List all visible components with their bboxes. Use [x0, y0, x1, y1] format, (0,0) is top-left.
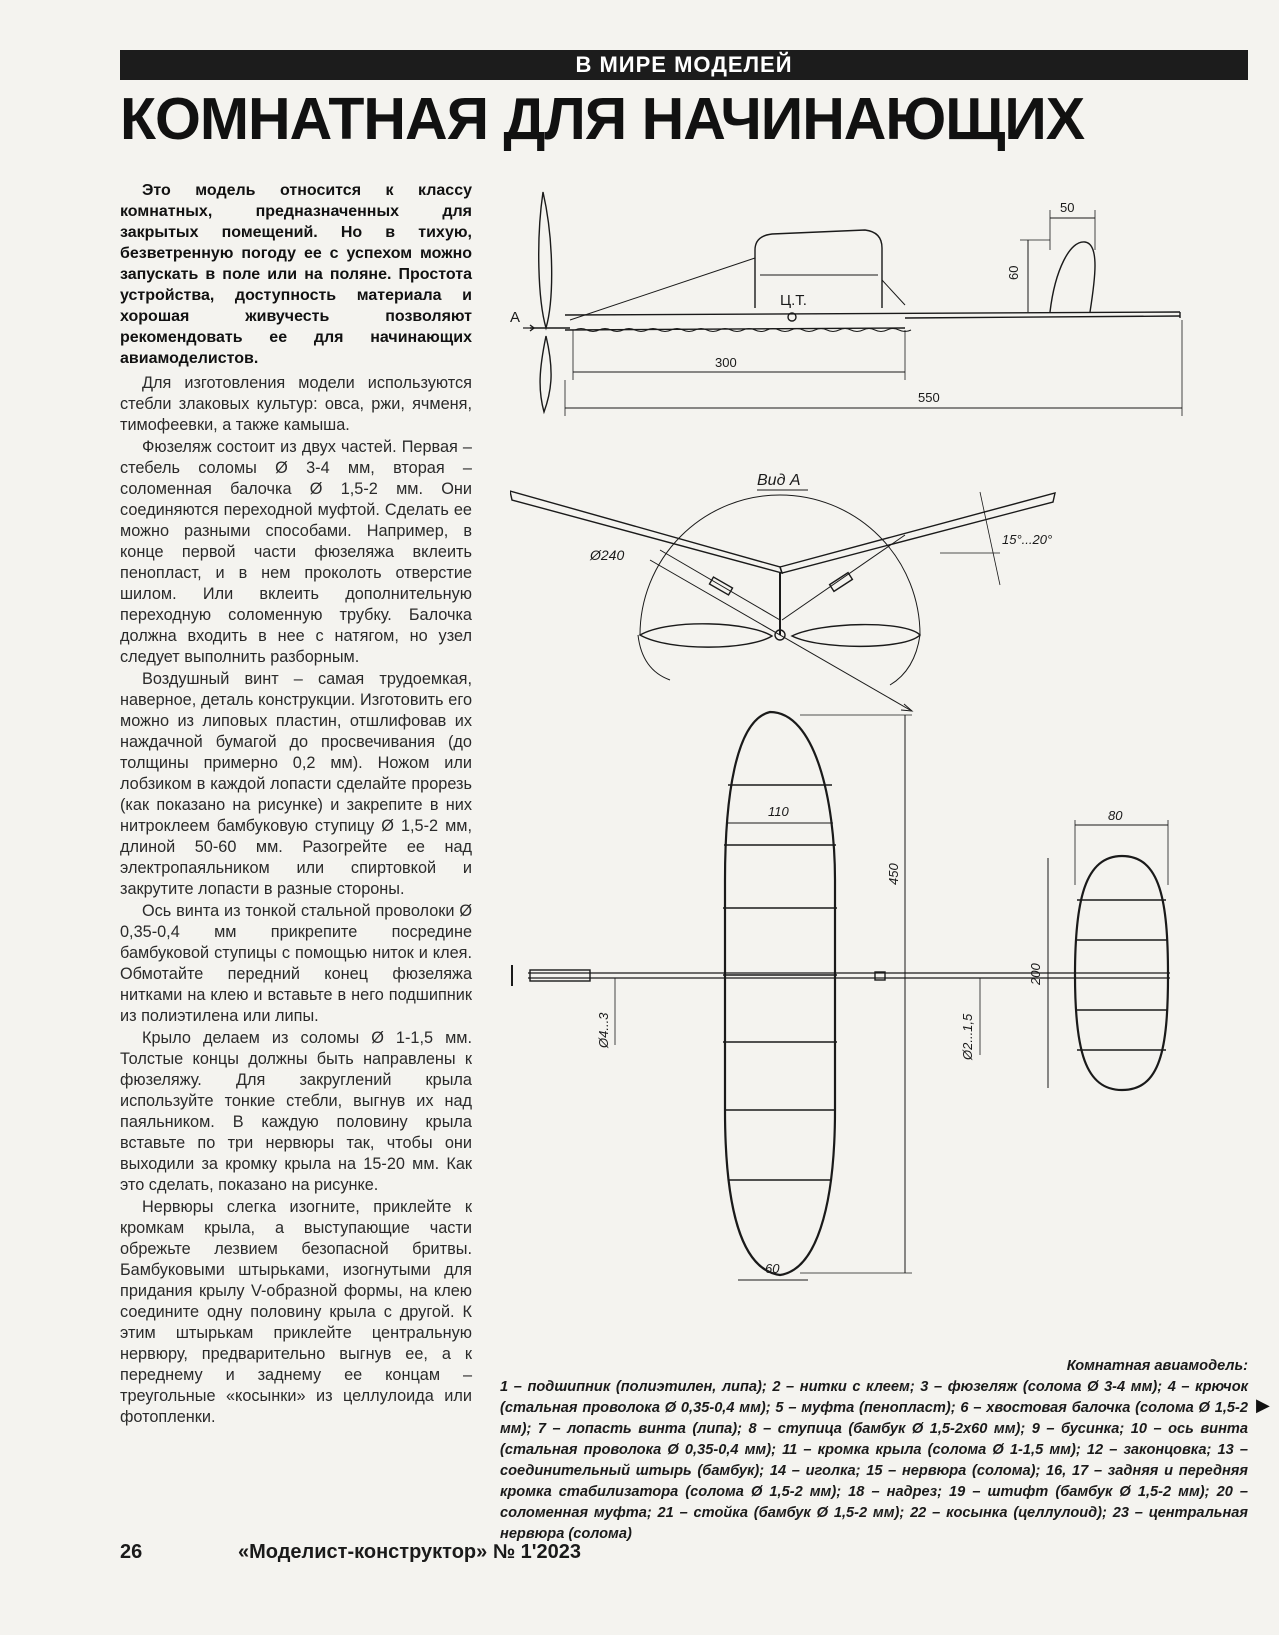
figure-caption: [500, 1356, 1248, 1545]
section-rubric: В МИРЕ МОДЕЛЕЙ: [120, 50, 1248, 80]
label-view-a: A: [510, 309, 521, 326]
caption-title: Комнатная авиамодель:: [1066, 1358, 1248, 1374]
dim-fin-width: 50: [1060, 200, 1075, 215]
dim-stab-span: 200: [1028, 963, 1043, 985]
dim-prop-diameter: Ø240: [590, 547, 625, 563]
wing-canopy: [755, 230, 882, 308]
propeller-side-lower: [540, 336, 551, 412]
article-paragraph: Ось винта из тонкой стальной проволоки Ø 0,35-0,4 мм прикрепите посредине бамбуковой ступицы с помощью ниток и клея. Обмотайте передний конец фюзеляжа нитками на клею и вставьте в него подшипник из полиэтилена или липы.: [120, 902, 472, 1025]
label-center-gravity: Ц.Т.: [780, 292, 807, 309]
continue-arrow-icon: ▶: [1256, 1395, 1270, 1415]
page-number: 26: [120, 1541, 143, 1563]
propeller-side: [539, 192, 552, 328]
article-lead: Это модель относится к классу комнатных, предназначенных для закрытых помещений. Но в тихую, безветренную погоду ее с успехом можно запускать в поле или на поляне. Простота устройства, доступность материала и хорошая живучесть позволяют рекомендовать ее для начинающих авиамоделистов.: [120, 182, 472, 367]
dim-dihedral: 15°...20°: [1002, 532, 1053, 547]
dim-fuselage-rear: Ø2...1,5: [960, 1013, 975, 1060]
technical-drawing: [510, 180, 1255, 1330]
dim-wingspan: 450: [886, 863, 901, 885]
propeller-blade-right: [792, 625, 920, 647]
page-title: КОМНАТНАЯ ДЛЯ НАЧИНАЮЩИХ: [120, 86, 1085, 152]
wing-left-half: [510, 491, 782, 573]
article-paragraph: Нервюры слегка изогните, приклейте к кромкам крыла, а выступающие части обрежьте лезвием безопасной бритвы. Бамбуковыми штырьками, изогнутыми для придания крылу V-образной формы, на клею соедините одну половину крыла с другой. К этим штырькам приклейте центральную нервюру, предварительно выгнув ее, а к переднему и заднему ее концам – треугольные «косынки» из целлулоида или фотопленки.: [120, 1198, 472, 1426]
dim-wing-chord: 110: [768, 804, 789, 819]
plan-view: [512, 712, 1170, 1280]
wing-planform: [725, 712, 835, 1275]
dim-fin-height: 60: [1006, 265, 1021, 280]
dim-wing-position: 300: [715, 355, 737, 370]
article-paragraph: Крыло делаем из соломы Ø 1-1,5 мм. Толстые концы должны быть направлены к фюзеляжу. Для закруглений крыла используйте тонкие стебли, выгнув их над паяльником. В каждую половину крыла вставьте по три нервюры так, чтобы они выходили за кромку крыла на 15-20 мм. Как это сделать, показано на рисунке.: [120, 1029, 472, 1194]
article-paragraph: Для изготовления модели используются стебли злаковых культур: овса, ржи, ячменя, тимофеевки, а также камыша.: [120, 374, 472, 434]
article-paragraph: Воздушный винт – самая трудоемкая, наверное, деталь конструкции. Изготовить его можно из липовых пластин, отшлифовав их наждачной бумагой до просвечивания (до толщины примерно 0,2 мм). Ножом или лобзиком в каждой лопасти сделайте прорезь (как показано на рисунке) и закрепите в них нитроклеем бамбуковую ступицу Ø 1,5-2 мм, длиной 50-60 мм. Разогрейте ее над электропаяльником или спиртовкой и закрутите лопасти в разные стороны.: [120, 670, 472, 898]
propeller-blade-left: [640, 624, 772, 647]
side-view: [510, 192, 1182, 416]
front-view-title: Вид A: [757, 472, 801, 489]
dim-fuselage-front: Ø4...3: [596, 1012, 611, 1048]
journal-title: «Моделист-конструктор» № 1'2023: [238, 1541, 582, 1563]
caption-legend: 1 – подшипник (полиэтилен, липа); 2 – нитки с клеем; 3 – фюзеляж (солома Ø 3-4 мм); 4 – крючок (стальная проволока Ø 0,35-0,4 мм); 5 – муфта (пенопласт); 6 – хвостовая балочка (солома Ø 1,5-2 мм); 7 – лопасть винта (липа); 8 – ступица (бамбук Ø 1,5-2х60 мм); 9 – бусинка; 10 – ось винта (стальная проволока Ø 0,35-0,4 мм); 11 – кромка крыла (солома Ø 1-1,5 мм); 12 – законцовка; 13 – соединительный штырь (бамбук); 14 – иголка; 15 – нервюра (солома); 16, 17 – задняя и передняя кромка стабилизатора (солома Ø 1,5-2 мм); 18 – надрез; 19 – штифт (бамбук Ø 1,5-2 мм); 20 – соломенная муфта; 21 – стойка (бамбук Ø 1,5-2 мм); 22 – косынка (целлулоид); 23 – центральная нервюра (солома): [500, 1379, 1248, 1542]
article-text: [120, 180, 472, 1429]
front-view: [510, 472, 1055, 711]
article-paragraph: Фюзеляж состоит из двух частей. Первая – стебель соломы Ø 3-4 мм, вторая – соломенная балочка Ø 1,5-2 мм. Они соединяются переходной муфтой. Сделать ее можно разными способами. Например, в конце первой части фюзеляжа вклеить пенопласт, и в нем проколоть отверстие шилом. Или вклеить дополнительную переходную соломенную трубку. Балочка должна входить в нее с натягом, но узел следует выполнить разборным.: [120, 438, 472, 666]
page-footer: [120, 1537, 820, 1567]
vertical-fin: [1050, 242, 1095, 312]
dim-tip-chord: 60: [765, 1261, 780, 1276]
dim-overall-length: 550: [918, 390, 940, 405]
dim-stab-chord: 80: [1108, 808, 1123, 823]
